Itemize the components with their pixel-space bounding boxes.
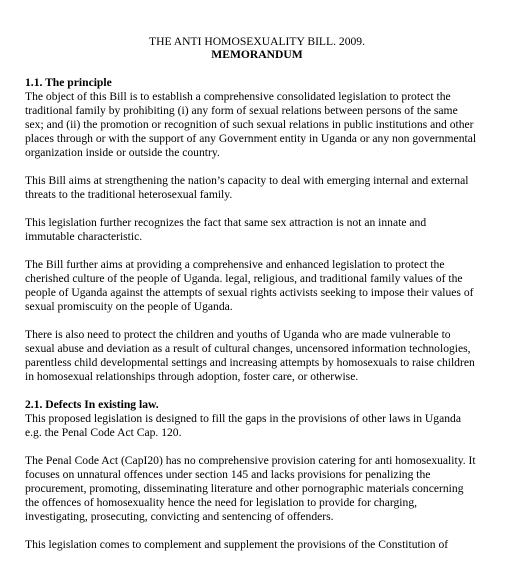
section-heading: 1.1. The principle [25,76,112,89]
text-line: investigating, prosecuting, convicting and sentencing of offenders. [25,510,334,523]
paragraph [25,90,497,160]
text-line: people of Uganda against the attempts of sexual rights activists seeking to impose their values of [25,286,474,299]
paragraph [25,412,497,440]
text-line: the offences of homosexuality hence the need for legislation to provide for charging, [25,496,418,509]
text-line: sexual abuse and deviation as a result of cultural changes, uncensored information technologies, [25,342,471,355]
text-line: threats to the traditional heterosexual family. [25,188,233,201]
document-subtitle: MEMORANDUM [211,48,303,61]
text-line: immutable characteristic. [25,230,143,243]
text-line: sex; and (ii) the promotion or recognition of such sexual relations in public institutions and other [25,118,474,131]
text-line: There is also need to protect the children and youths of Uganda who are made vulnerable to [25,328,451,341]
text-line: traditional family by prohibiting (i) any form of sexual relations between persons of the same [25,104,458,117]
text-line: places through or with the support of any Government entity in Uganda or any non governmental [25,132,477,145]
paragraph [25,454,497,524]
text-line: e.g. the Penal Code Act Cap. 120. [25,426,182,439]
text-line: organization inside or outside the country. [25,146,220,159]
text-line: parentless child developmental settings and increasing attempts by homosexuals to raise children [25,356,475,369]
paragraph [25,328,497,384]
text-line: procurement, promoting, disseminating literature and other pornographic materials concerning [25,482,464,495]
text-line: sexual promiscuity on the people of Uganda. [25,300,233,313]
text-line: cherished culture of the people of Uganda. legal, religious, and traditional family values of the [25,272,463,285]
text-line: in homosexual relationships through adoption, foster care, or otherwise. [25,370,359,383]
section-heading: 2.1. Defects In existing law. [25,398,159,411]
text-line: This proposed legislation is designed to fill the gaps in the provisions of other laws in Uganda [25,412,461,425]
text-line: This legislation further recognizes the fact that same sex attraction is not an innate and [25,216,427,229]
text-line: The Penal Code Act (CapI20) has no comprehensive provision catering for anti homosexuality. It [25,454,476,467]
paragraph [25,258,497,314]
paragraph [25,174,497,202]
document-title: THE ANTI HOMOSEXUALITY BILL. 2009. [149,35,365,48]
text-line: The Bill further aims at providing a comprehensive and enhanced legislation to protect the [25,258,445,271]
text-line: The object of this Bill is to establish a comprehensive consolidated legislation to protect the [25,90,451,103]
paragraph [25,216,497,244]
text-line: This legislation comes to complement and supplement the provisions of the Constitution of [25,538,449,551]
document-body [25,76,497,566]
text-line: This Bill aims at strengthening the nation’s capacity to deal with emerging internal and external [25,174,469,187]
section-defects [25,398,497,552]
section-principle [25,76,497,384]
paragraph [25,538,497,552]
text-line: focuses on unnatural offences under section 145 and lacks provisions for penalizing the [25,468,431,481]
